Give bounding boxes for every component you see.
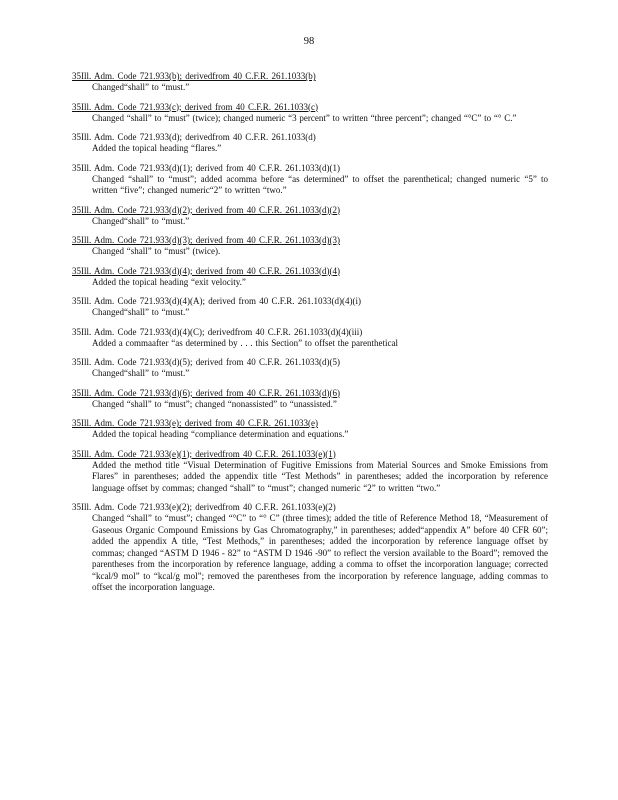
entry-721-933-d-2: [72, 204, 548, 228]
entry-text: Added the topical heading “compliance determination and equations.”: [92, 429, 349, 439]
entry-heading: 35Ill. Adm. Code 721.933(d)(2); derived from 40 C.F.R. 261.1033(d)(2): [72, 204, 340, 215]
entry-text: Changed “shall” to “must” (twice); changed numeric “3 percent” to written “three percent”; changed “°C” to “° C.”: [92, 112, 517, 123]
entry-721-933-d-3: [72, 234, 548, 258]
entry-721-933-b: [72, 70, 548, 94]
entry-721-933-d: [72, 131, 548, 155]
entry-text: Changed “shall” to “must” (twice).: [92, 246, 221, 256]
entry-721-933-d-6: [72, 387, 548, 411]
entry-721-933-d-4-c: [72, 326, 548, 350]
entry-heading: 35Ill. Adm. Code 721.933(d)(4); derived from 40 C.F.R. 261.1033(d)(4): [72, 265, 340, 276]
entry-heading: 35Ill. Adm. Code 721.933(c); derived from 40 C.F.R. 261.1033(c): [72, 101, 318, 112]
entry-heading: 35Ill. Adm. Code 721.933(d)(4)(C); derivedfrom 40 C.F.R. 261.1033(d)(4)(iii): [72, 326, 363, 337]
entry-721-933-d-4-a: [72, 295, 548, 319]
entry-heading: 35Ill. Adm. Code 721.933(e)(1); derivedfrom 40 C.F.R. 261.1033(e)(1): [72, 448, 336, 459]
entry-text: Changed“shall” to “must.”: [92, 82, 190, 92]
entry-heading: 35Ill. Adm. Code 721.933(d)(5); derived from 40 C.F.R. 261.1033(d)(5): [72, 357, 340, 367]
entry-text: Added the topical heading “exit velocity.”: [92, 276, 246, 287]
entry-721-933-e: [72, 417, 548, 441]
entry-heading: 35Ill. Adm. Code 721.933(d)(6); derived from 40 C.F.R. 261.1033(d)(6): [72, 387, 340, 398]
entry-text: Changed “shall” to “must”; changed “nonassisted” to “unassisted.”: [92, 398, 337, 409]
entry-721-933-d-4: [72, 265, 548, 289]
entry-721-933-d-1: [72, 162, 548, 197]
entry-heading: 35Ill. Adm. Code 721.933(d)(3); derived from 40 C.F.R. 261.1033(d)(3): [72, 235, 340, 245]
entry-text: Changed“shall” to “must.”: [92, 307, 190, 317]
entry-heading: 35Ill. Adm. Code 721.933(d); derivedfrom 40 C.F.R. 261.1033(d): [72, 132, 316, 142]
entry-heading: 35Ill. Adm. Code 721.933(e); derived from 40 C.F.R. 261.1033(e): [72, 418, 318, 428]
entry-heading: 35Ill. Adm. Code 721.933(b); derivedfrom 40 C.F.R. 261.1033(b): [72, 71, 316, 81]
entry-heading: 35Ill. Adm. Code 721.933(d)(1); derived from 40 C.F.R. 261.1033(d)(1): [72, 162, 340, 173]
entry-721-933-d-5: [72, 356, 548, 380]
entry-text: Changed“shall” to “must.”: [92, 215, 190, 226]
entry-721-933-e-1: [72, 448, 548, 495]
entry-text: Changed“shall” to “must.”: [92, 368, 190, 378]
entry-text: Added a commaafter “as determined by . . . this Section” to offset the parenthetical: [92, 337, 398, 348]
entry-text: Changed “shall” to “must”; added acomma before “as determined” to offset the parenthetical; changed numeric “5” to written “five”; changed numeric“2” to written “two.”: [92, 173, 548, 195]
entry-721-933-e-2: [72, 501, 548, 594]
entry-text: Changed “shall” to “must”; changed “°C” to “° C” (three times); added the title of Reference Method 18, “Measurement of Gaseous Organic Compound Emissions by Gas Chromatography,” in parentheses; added“appendix A” before 40 CFR 60”; added the appendix A title, “Test Methods,” in parentheses; added the incorporation by reference language offset by commas; changed “ASTM D 1946 - 82” to “ASTM D 1946 -90” to reflect the version available to the Board”; removed the parentheses from the incorporation by reference language, adding a comma to offset the incorporation language; corrected “kcal/9 mol” to “kcal/g mol”; removed the parentheses from the incorporation by reference language, adding commas to offset the incorporation language.: [92, 513, 548, 592]
entry-text: Added the topical heading “flares.”: [92, 143, 222, 153]
entry-heading: 35Ill. Adm. Code 721.933(d)(4)(A); derived from 40 C.F.R. 261.1033(d)(4)(i): [72, 296, 361, 306]
page-number: 98: [303, 36, 315, 47]
entry-heading: 35Ill. Adm. Code 721.933(e)(2); derivedfrom 40 C.F.R. 261.1033(e)(2): [72, 502, 336, 512]
entry-text: Added the method title “Visual Determination of Fugitive Emissions from Material Sources and Smoke Emissions from Flares” in parentheses; added the appendix title “Test Methods” in parentheses; added the incorporation by reference language offset by commas; changed “shall” to “must”; changed numeric “2” to written “two.”: [92, 459, 548, 493]
entry-721-933-c: [72, 101, 548, 125]
amendment-list: [72, 70, 548, 601]
